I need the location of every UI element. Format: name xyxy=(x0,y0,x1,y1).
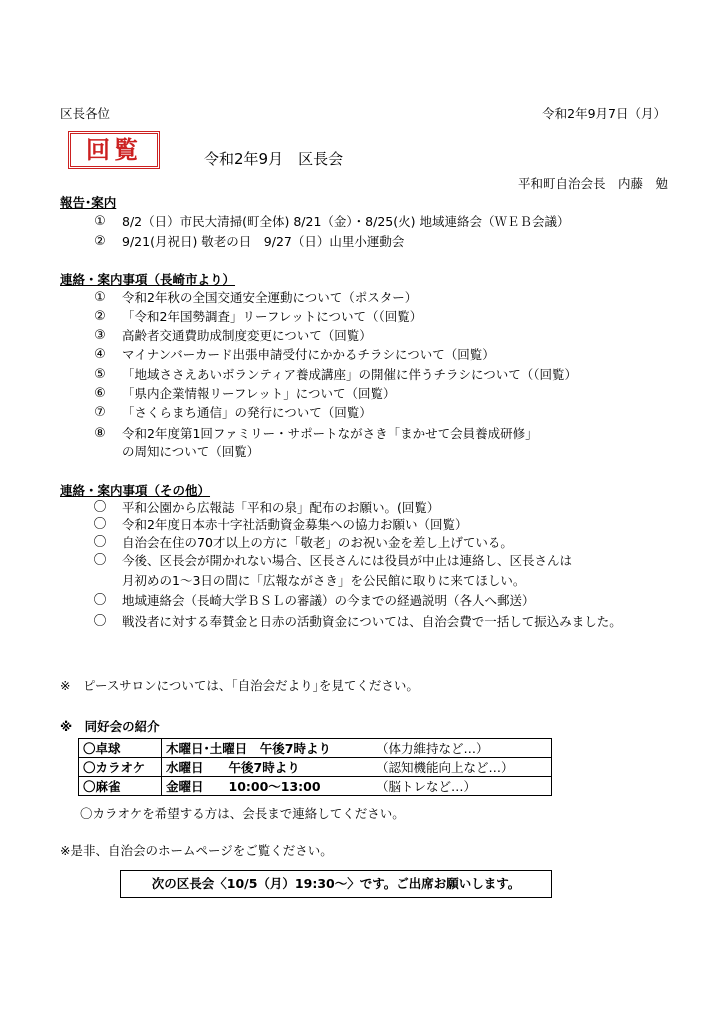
table-row xyxy=(79,758,552,777)
list-item: 8/2（日）市民大清掃(町全体) 8/21（金）・8/25(火) 地域連絡会（ＷＥＢ会議） xyxy=(122,214,570,229)
club-name: 〇麻雀 xyxy=(79,777,162,796)
list-item: 「地域ささえあいボランティア養成講座」の開催に伴うチラシについて（（回覧） xyxy=(122,367,578,382)
list-item-mark: ⑤ xyxy=(94,367,106,382)
page-title: 令和2年9月 区長会 xyxy=(204,150,344,168)
list-item: 令和2年度第1回ファミリー・サポートながさき「まかせて会員養成研修」 xyxy=(122,426,538,441)
list-item: 平和公園から広報誌「平和の泉」配布のお願い。(回覧） xyxy=(122,500,440,515)
list-item-mark: ⑥ xyxy=(94,386,106,401)
list-item-continuation: の周知について（回覧） xyxy=(122,444,260,459)
club-time: 木曜日･土曜日 午後7時より xyxy=(166,741,331,756)
club-schedule xyxy=(162,739,552,758)
next-meeting-box: 次の区長会〈10/5（月）19:30～〉です。ご出席お願いします。 xyxy=(120,870,552,898)
club-table xyxy=(78,738,552,796)
club-time: 金曜日 10:00～13:00 xyxy=(166,779,321,794)
table-row xyxy=(79,777,552,796)
list-item-mark: ② xyxy=(94,234,106,249)
homepage-note: ※是非、自治会のホームページをご覧ください。 xyxy=(60,843,333,858)
document-date: 令和2年9月7日（月） xyxy=(542,106,666,121)
list-item-mark: 〇 xyxy=(93,517,107,532)
list-item-mark: ⑦ xyxy=(94,405,106,420)
nagasaki-heading: 連絡・案内事項（長崎市より） xyxy=(60,272,236,287)
list-item-mark: ① xyxy=(94,290,106,305)
club-schedule xyxy=(162,777,552,796)
list-item-mark: 〇 xyxy=(93,593,107,608)
club-note: （認知機能向上など…） xyxy=(376,760,514,775)
karaoke-note: 〇カラオケを希望する方は、会長まで連絡してください。 xyxy=(80,806,405,821)
list-item-mark: 〇 xyxy=(93,614,107,629)
club-note: （脳トレなど…） xyxy=(376,779,477,794)
list-item-mark: 〇 xyxy=(93,553,107,568)
list-item-mark: ① xyxy=(94,214,106,229)
list-item-mark: ⑧ xyxy=(94,426,106,441)
list-item: 今後、区長会が開かれない場合、区長さんには役員が中止は連絡し、区長さんは xyxy=(122,553,573,568)
list-item-continuation: 月初めの1～3日の間に「広報ながさき」を公民館に取りに来てほしい。 xyxy=(122,573,526,588)
circulation-stamp: 回覧 xyxy=(68,131,160,169)
list-item: マイナンバーカード出張申請受付にかかるチラシについて（回覧） xyxy=(122,347,495,362)
sender: 平和町自治会長 内藤 勉 xyxy=(517,176,668,191)
recipient: 区長各位 xyxy=(60,106,111,121)
club-name: 〇卓球 xyxy=(79,739,162,758)
club-time: 水曜日 午後7時より xyxy=(166,760,300,775)
list-item: 「県内企業情報リーフレット」について（回覧） xyxy=(122,386,396,401)
list-item: 令和2年度日本赤十字社活動資金募集への協力お願い（回覧） xyxy=(122,517,468,532)
list-item-mark: ③ xyxy=(94,328,106,343)
list-item: 「さくらまち通信」の発行について（回覧） xyxy=(122,405,372,420)
list-item: 「令和2年国勢調査」リーフレットについて（（回覧） xyxy=(122,309,423,324)
peace-salon-note: ※ ピースサロンについては、｢自治会だより｣を見てください。 xyxy=(60,678,419,693)
club-schedule xyxy=(162,758,552,777)
list-item-mark: 〇 xyxy=(93,535,107,550)
club-heading: ※ 同好会の紹介 xyxy=(60,719,160,734)
list-item: 戦没者に対する奉賛金と日赤の活動資金については、自治会費で一括して振込みました。 xyxy=(122,614,622,629)
list-item: 高齢者交通費助成制度変更について（回覧） xyxy=(122,328,372,343)
table-row xyxy=(79,739,552,758)
other-heading: 連絡・案内事項（その他） xyxy=(60,483,211,498)
list-item-mark: ② xyxy=(94,309,106,324)
club-note: （体力維持など…） xyxy=(376,741,489,756)
list-item-mark: 〇 xyxy=(93,500,107,515)
report-heading: 報告･案内 xyxy=(60,195,117,210)
list-item: 9/21(月祝日) 敬老の日 9/27（日）山里小運動会 xyxy=(122,234,405,249)
club-name: 〇カラオケ xyxy=(79,758,162,777)
list-item: 地域連絡会（長崎大学ＢＳＬの審議）の今までの経過説明（各人へ郵送） xyxy=(122,593,535,608)
list-item: 自治会在住の70才以上の方に「敬老」のお祝い金を差し上げている。 xyxy=(122,535,513,550)
list-item-mark: ④ xyxy=(94,347,106,362)
list-item: 令和2年秋の全国交通安全運動について（ポスター） xyxy=(122,290,418,305)
